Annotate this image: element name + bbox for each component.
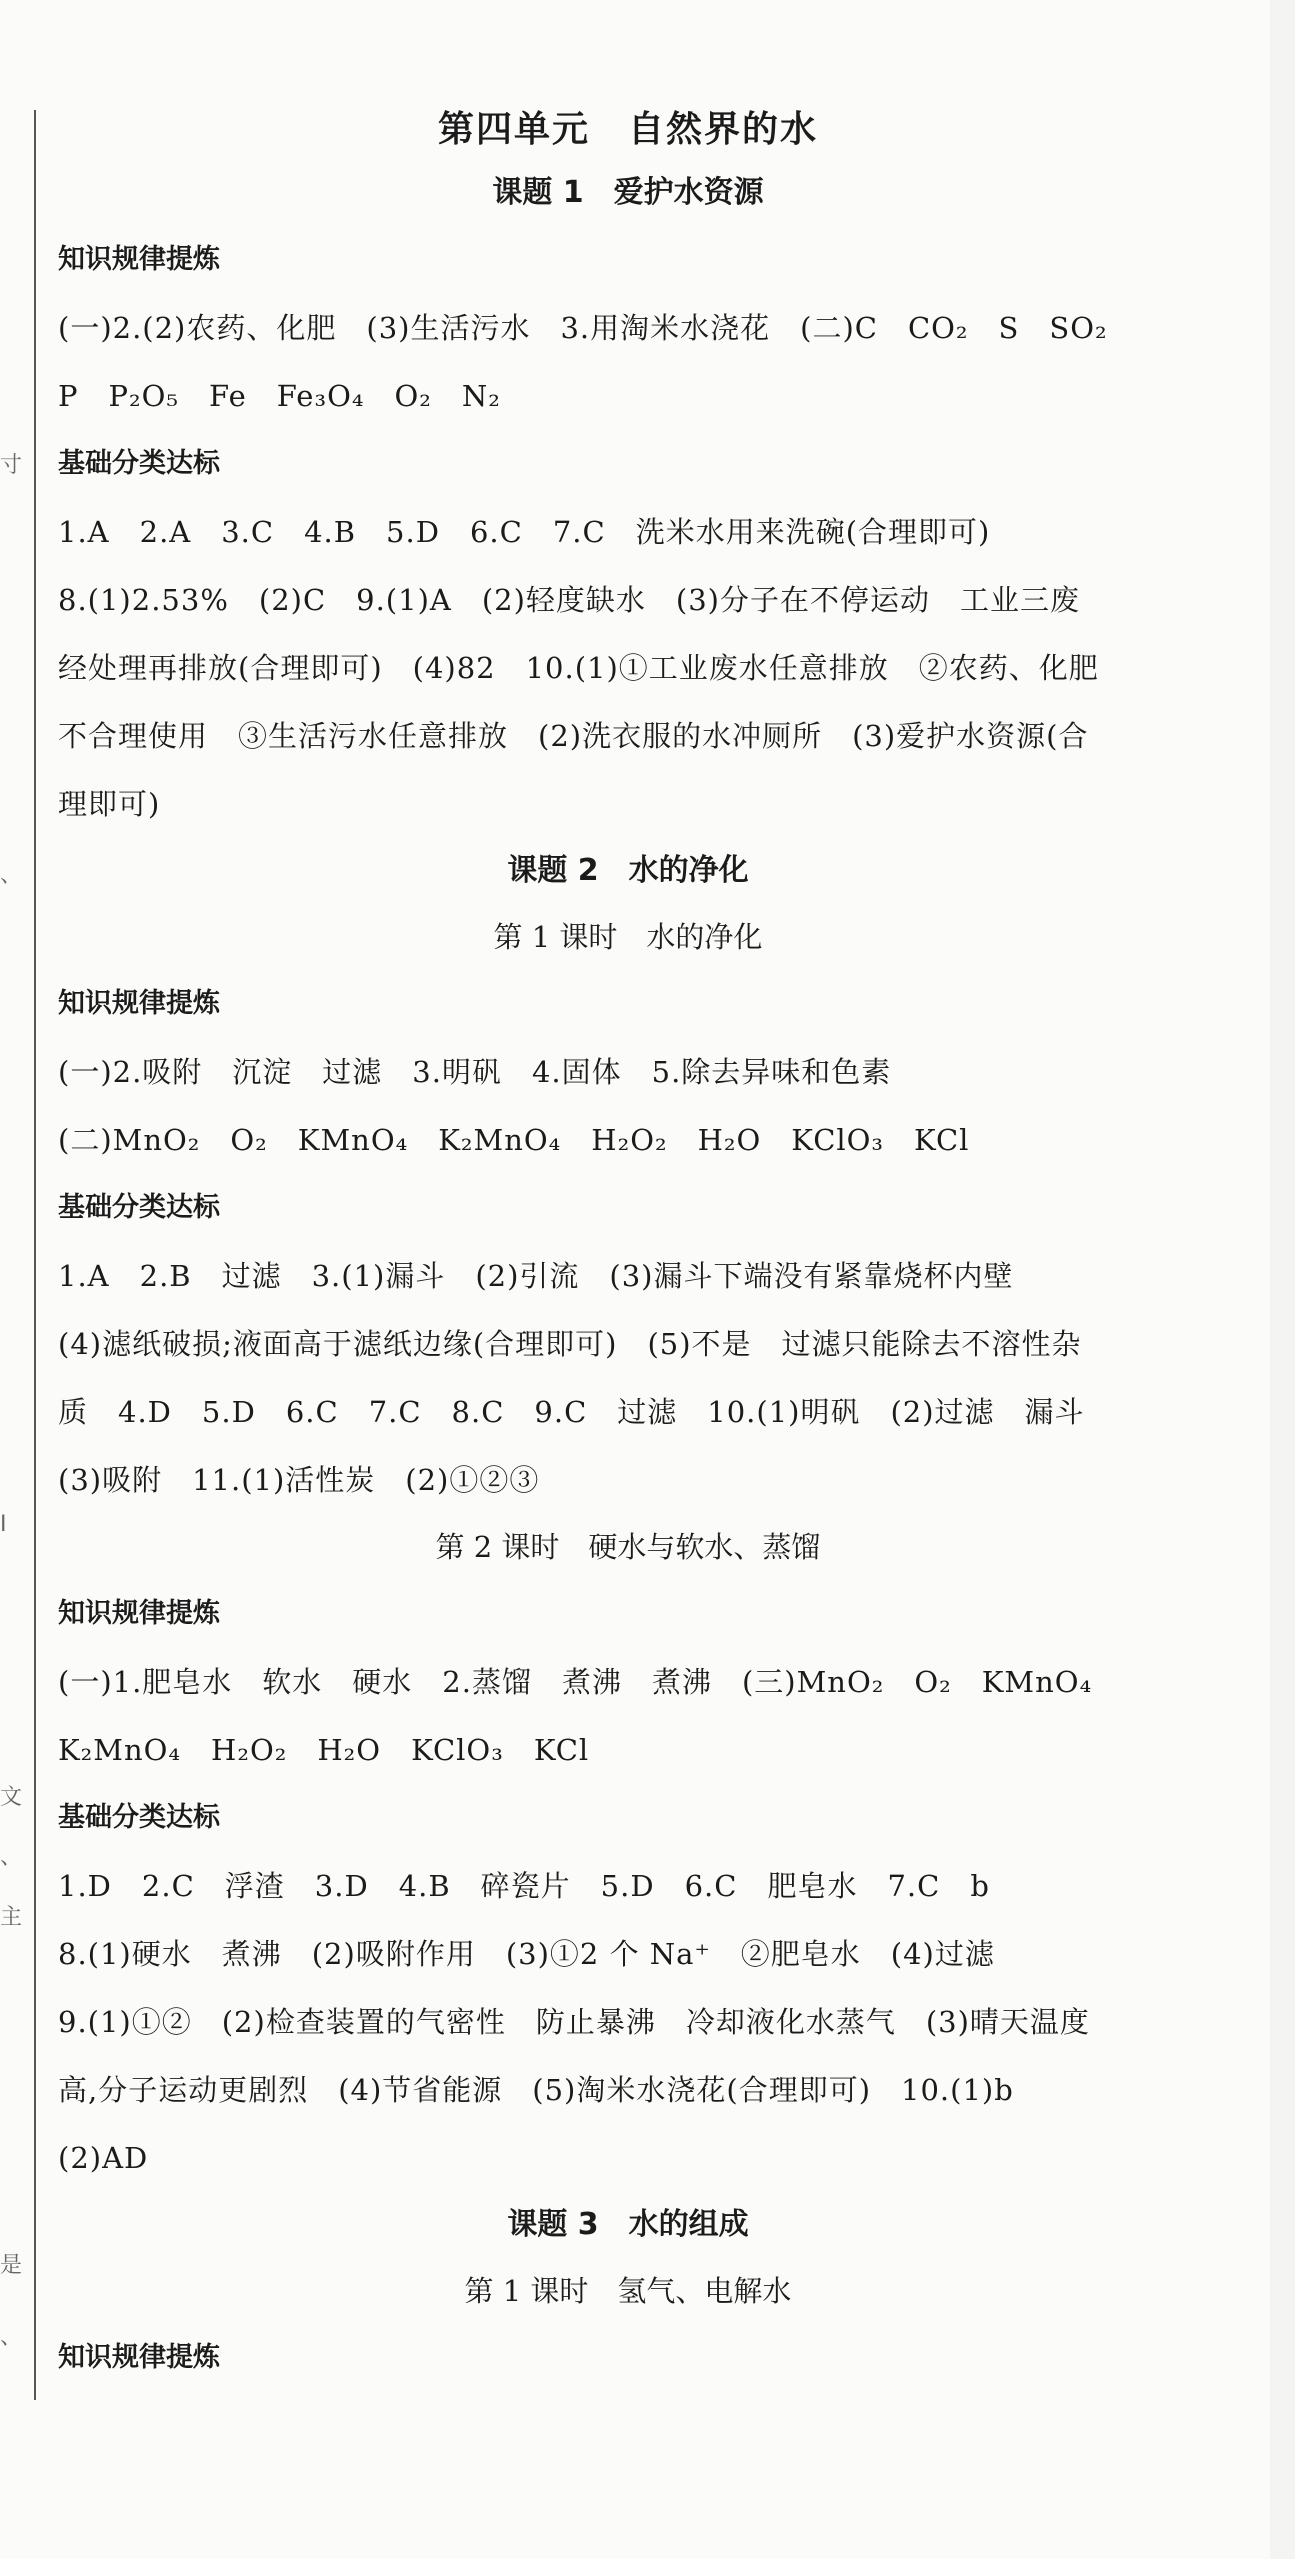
answer-line: (2)AD <box>58 2141 149 2175</box>
answer-line: 不合理使用 ③生活污水任意排放 (2)洗衣服的水冲厕所 (3)爱护水资源(合 <box>58 719 1089 753</box>
edge-mark: 主 <box>0 1905 23 1930</box>
section-heading: 知识规律提炼 <box>58 244 220 275</box>
answer-line: 9.(1)①② (2)检查装置的气密性 防止暴沸 冷却液化水蒸气 (3)晴天温度 <box>58 2005 1090 2039</box>
edge-mark: 、 <box>0 863 23 888</box>
answer-line: 理即可) <box>58 787 161 821</box>
answer-line: (3)吸附 11.(1)活性炭 (2)①②③ <box>58 1463 540 1497</box>
lesson-title: 课题 2 水的净化 <box>507 853 749 888</box>
edge-mark: I <box>0 1512 7 1537</box>
period-title: 第 1 课时 水的净化 <box>493 920 763 954</box>
edge-mark: 是 <box>0 2253 23 2278</box>
answer-line: 高,分子运动更剧烈 (4)节省能源 (5)淘米水浇花(合理即可) 10.(1)b <box>58 2073 1014 2107</box>
answer-line: 8.(1)硬水 煮沸 (2)吸附作用 (3)①2 个 Na⁺ ②肥皂水 (4)过滤 <box>58 1937 995 1971</box>
lesson-title: 课题 3 水的组成 <box>507 2207 749 2242</box>
answer-line: P P₂O₅ Fe Fe₃O₄ O₂ N₂ <box>58 379 501 413</box>
answer-line: 1.D 2.C 浮渣 3.D 4.B 碎瓷片 5.D 6.C 肥皂水 7.C b <box>58 1869 990 1903</box>
answer-line: (4)滤纸破损;液面高于滤纸边缘(合理即可) (5)不是 过滤只能除去不溶性杂 <box>58 1327 1082 1361</box>
edge-mark: 、 <box>0 2325 23 2350</box>
edge-mark: 寸 <box>0 453 23 478</box>
edge-mark: 文 <box>0 1785 23 1810</box>
unit-title: 第四单元 自然界的水 <box>437 109 818 150</box>
section-heading: 知识规律提炼 <box>58 2342 220 2373</box>
section-heading: 基础分类达标 <box>58 1192 220 1223</box>
margin-line <box>34 110 36 2400</box>
period-title: 第 2 课时 硬水与软水、蒸馏 <box>435 1530 821 1564</box>
answer-line: (一)2.吸附 沉淀 过滤 3.明矾 4.固体 5.除去异味和色素 <box>58 1055 892 1089</box>
answer-line: (一)2.(2)农药、化肥 (3)生活污水 3.用淘米水浇花 (二)C CO₂ S SO₂ <box>58 311 1108 345</box>
answer-line: (二)MnO₂ O₂ KMnO₄ K₂MnO₄ H₂O₂ H₂O KClO₃ KCl <box>58 1123 970 1157</box>
section-heading: 知识规律提炼 <box>58 988 220 1019</box>
edge-mark: 、 <box>0 1845 23 1870</box>
answer-line: 1.A 2.B 过滤 3.(1)漏斗 (2)引流 (3)漏斗下端没有紧靠烧杯内壁 <box>58 1259 1014 1293</box>
answer-line: K₂MnO₄ H₂O₂ H₂O KClO₃ KCl <box>58 1733 590 1767</box>
answer-line: 质 4.D 5.D 6.C 7.C 8.C 9.C 过滤 10.(1)明矾 (2)过滤 漏斗 <box>58 1395 1085 1429</box>
lesson-title: 课题 1 爱护水资源 <box>492 175 764 210</box>
answer-line: 经处理再排放(合理即可) (4)82 10.(1)①工业废水任意排放 ②农药、化肥 <box>58 651 1099 685</box>
answer-line: (一)1.肥皂水 软水 硬水 2.蒸馏 煮沸 煮沸 (三)MnO₂ O₂ KMnO₄ <box>58 1665 1093 1699</box>
answer-content <box>58 100 1198 2392</box>
section-heading: 知识规律提炼 <box>58 1598 220 1629</box>
section-heading: 基础分类达标 <box>58 448 220 479</box>
section-heading: 基础分类达标 <box>58 1802 220 1833</box>
answer-line: 8.(1)2.53% (2)C 9.(1)A (2)轻度缺水 (3)分子在不停运动 工业三废 <box>58 583 1080 617</box>
period-title: 第 1 课时 氢气、电解水 <box>464 2274 792 2308</box>
answer-line: 1.A 2.A 3.C 4.B 5.D 6.C 7.C 洗米水用来洗碗(合理即可) <box>58 515 991 549</box>
